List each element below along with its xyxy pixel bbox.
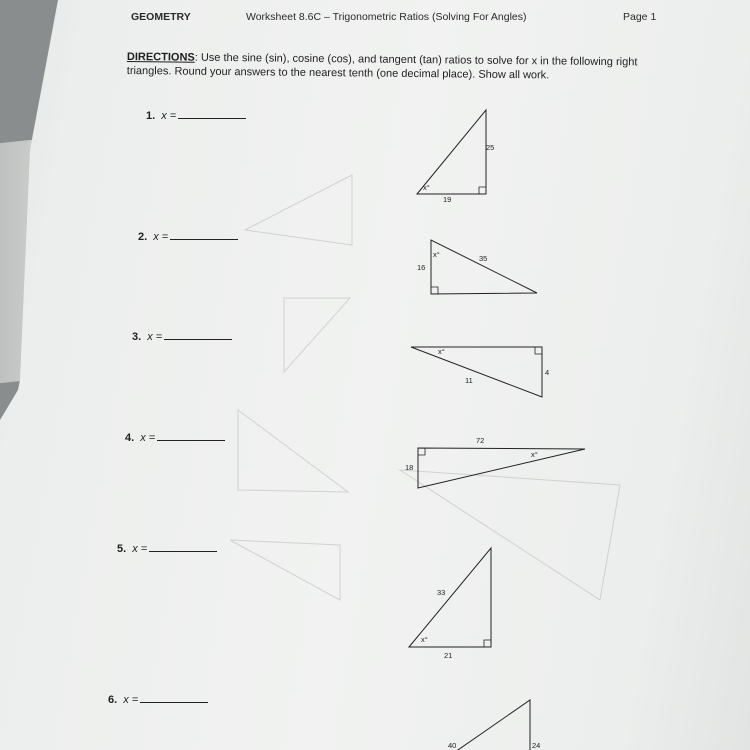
course-name: GEOMETRY bbox=[131, 11, 191, 23]
problem-number: 2. bbox=[138, 231, 148, 243]
side-label: 24 bbox=[532, 741, 541, 750]
angle-label: x° bbox=[531, 450, 538, 459]
directions-label: DIRECTIONS bbox=[126, 51, 195, 64]
page-number: Page 1 bbox=[623, 11, 657, 23]
problem-prompt: x = bbox=[123, 694, 139, 706]
worksheet-title: Worksheet 8.6C – Trigonometric Ratios (Solving For Angles) bbox=[246, 11, 527, 23]
side-label: 21 bbox=[444, 651, 453, 660]
problem-prompt: x = bbox=[147, 331, 163, 343]
angle-label: x° bbox=[423, 183, 430, 192]
side-label: 16 bbox=[417, 263, 426, 272]
problem-prompt: x = bbox=[161, 110, 177, 122]
side-label: 40 bbox=[448, 741, 457, 750]
side-label: 72 bbox=[476, 436, 485, 445]
problem-number: 1. bbox=[146, 110, 156, 122]
triangle-6 bbox=[448, 700, 540, 750]
show-through-shapes bbox=[230, 175, 620, 600]
side-label: 11 bbox=[465, 376, 473, 385]
triangle-2 bbox=[417, 240, 537, 294]
problem-prompt: x = bbox=[140, 432, 156, 444]
triangle-1 bbox=[417, 110, 494, 204]
problem-number: 5. bbox=[117, 543, 127, 555]
side-label: 33 bbox=[437, 588, 446, 597]
side-label: 18 bbox=[405, 463, 414, 472]
problem-number: 3. bbox=[132, 331, 142, 343]
triangle-5 bbox=[409, 548, 491, 660]
side-label: 25 bbox=[486, 143, 495, 152]
angle-label: x° bbox=[421, 635, 428, 644]
side-label: 4 bbox=[545, 368, 550, 377]
problem-number: 4. bbox=[125, 432, 135, 444]
problem-prompt: x = bbox=[153, 231, 169, 243]
side-label: 19 bbox=[443, 195, 452, 204]
problem-prompt: x = bbox=[132, 543, 148, 555]
triangle-3 bbox=[411, 347, 549, 397]
side-label: 35 bbox=[479, 254, 488, 263]
angle-label: x° bbox=[438, 347, 445, 356]
angle-label: x° bbox=[433, 250, 440, 259]
triangle-4 bbox=[405, 436, 585, 488]
directions-text: : Use the sine (sin), cosine (cos), and tangent (tan) ratios to solve for x in the following right triangles. Round your answers to the nearest tenth (one decimal place). Show all work. bbox=[126, 51, 638, 81]
problem-number: 6. bbox=[108, 694, 118, 706]
